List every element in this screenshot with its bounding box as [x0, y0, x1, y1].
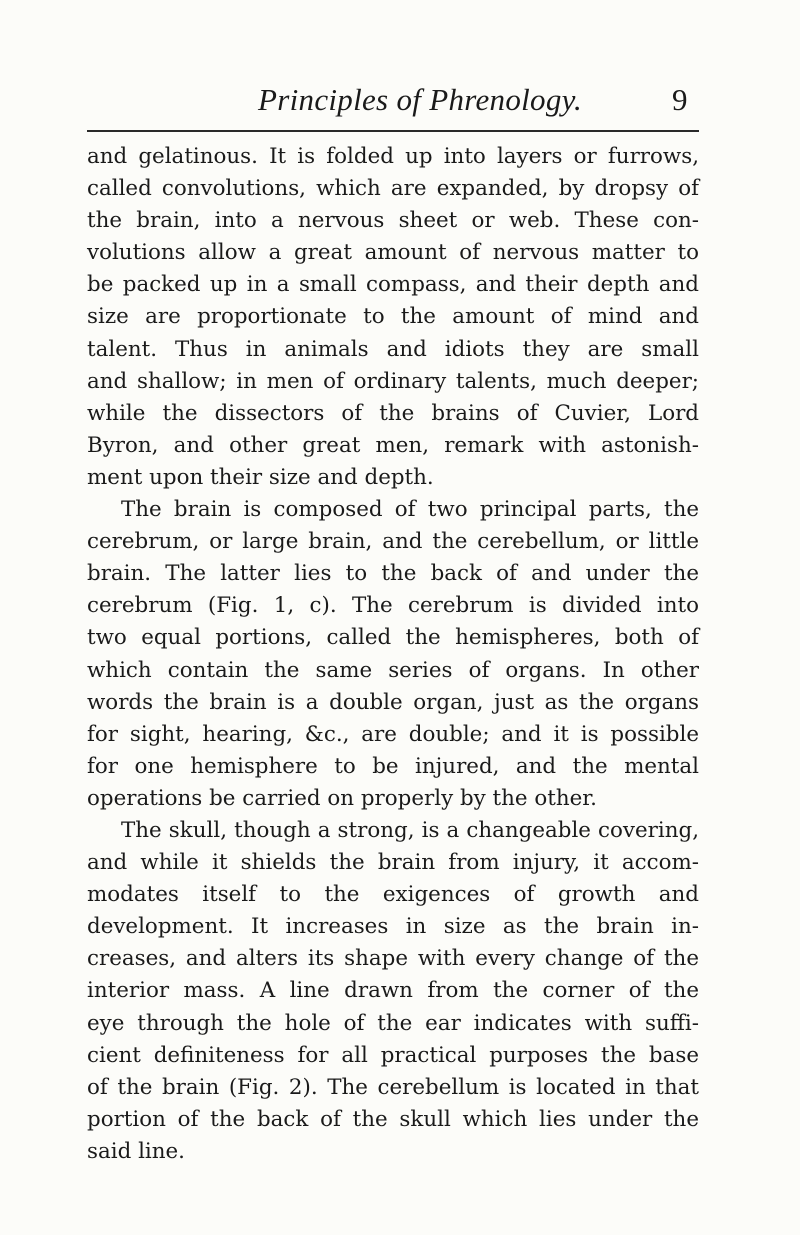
text-line: modates itself to the exigences of growth and	[87, 882, 699, 908]
text-line: for sight, hearing, &c., are double; and it is possible	[87, 721, 699, 747]
text-line: two equal portions, called the hemispheres, both of	[87, 625, 699, 651]
text-line: Byron, and other great men, remark with astonish-	[87, 432, 699, 458]
text-line: talent. Thus in animals and idiots they are small	[87, 336, 699, 362]
text-line: eye through the hole of the ear indicates with suffi-	[87, 1010, 699, 1036]
text-line: called convolutions, which are expanded, by dropsy of	[87, 176, 699, 202]
text-line: for one hemisphere to be injured, and the mental	[87, 753, 699, 779]
paragraph-first-line: The brain is composed of two principal parts, the	[121, 497, 699, 523]
text-line: ment upon their size and depth.	[87, 464, 434, 490]
text-line: which contain the same series of organs. In other	[87, 657, 699, 683]
page-header	[0, 82, 800, 122]
text-line: size are proportionate to the amount of mind and	[87, 304, 699, 330]
text-line: portion of the back of the skull which lies under the	[87, 1106, 699, 1132]
text-line: words the brain is a double organ, just as the organs	[87, 689, 699, 715]
text-line: development. It increases in size as the brain in-	[87, 914, 699, 940]
text-line: cerebrum, or large brain, and the cerebellum, or little	[87, 529, 699, 555]
text-line: of the brain (Fig. 2). The cerebellum is located in that	[87, 1074, 699, 1100]
text-line: operations be carried on properly by the other.	[87, 785, 597, 811]
header-rule	[87, 130, 699, 132]
running-title: Principles of Phrenology.	[258, 82, 583, 117]
text-line: cient definiteness for all practical purposes the base	[87, 1042, 699, 1068]
text-line: cerebrum (Fig. 1, c). The cerebrum is divided into	[87, 593, 699, 619]
text-line: and while it shields the brain from injury, it accom-	[87, 850, 699, 876]
text-line: the brain, into a nervous sheet or web. These con-	[87, 208, 699, 234]
text-line: brain. The latter lies to the back of and under the	[87, 561, 699, 587]
body-text	[87, 141, 699, 1168]
text-line: volutions allow a great amount of nervous matter to	[87, 240, 699, 266]
text-line: interior mass. A line drawn from the corner of the	[87, 978, 699, 1004]
text-line: while the dissectors of the brains of Cuvier, Lord	[87, 400, 699, 426]
text-line: be packed up in a small compass, and their depth and	[87, 272, 699, 298]
text-line: and shallow; in men of ordinary talents, much deeper;	[87, 368, 699, 394]
text-line: said line.	[87, 1138, 185, 1164]
text-line: creases, and alters its shape with every change of the	[87, 946, 699, 972]
page-number: 9	[672, 82, 688, 117]
paragraph-first-line: The skull, though a strong, is a changeable covering,	[121, 817, 699, 843]
text-line: and gelatinous. It is folded up into layers or furrows,	[87, 144, 699, 169]
